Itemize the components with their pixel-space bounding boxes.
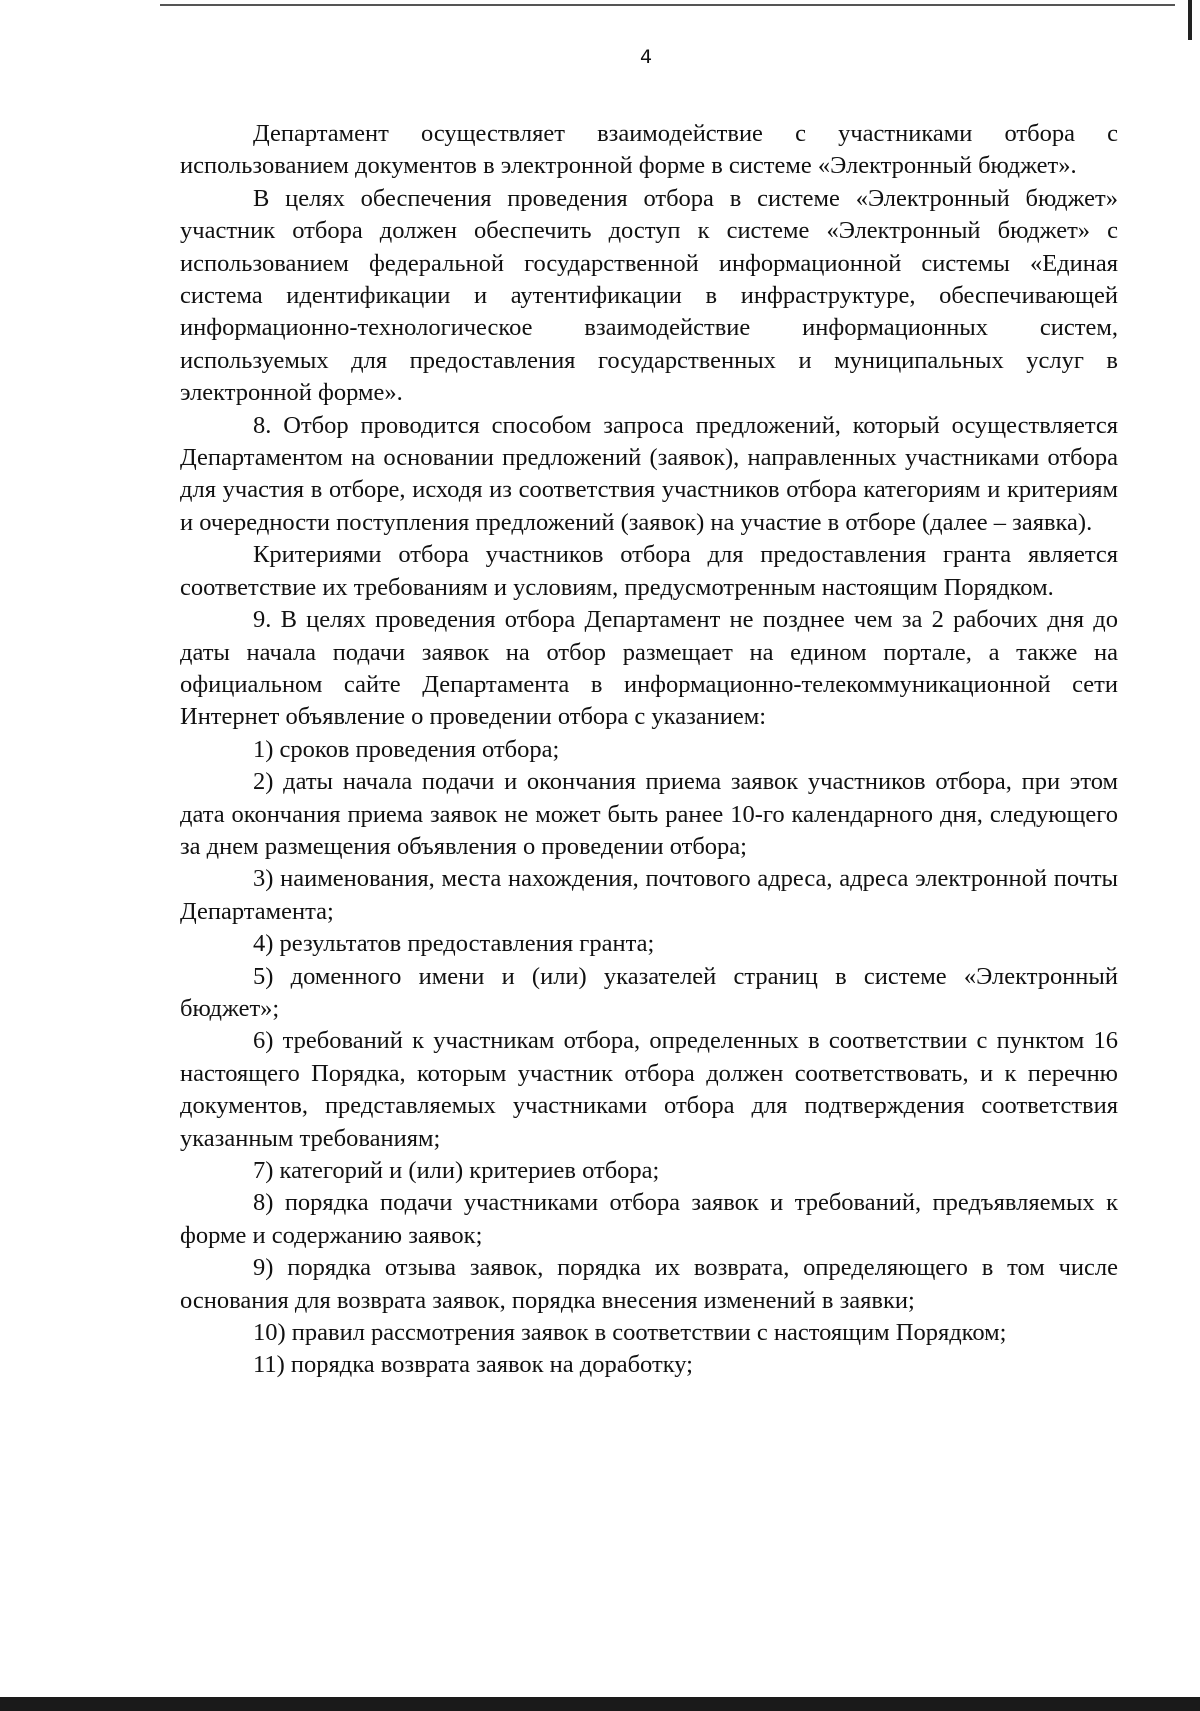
list-item-8-submission: 8) порядка подачи участниками отбора заявок и требований, предъявляемых к форме и содержанию заявок; xyxy=(180,1189,1118,1249)
list-item-7-categories: 7) категорий и (или) критериев отбора; xyxy=(253,1157,660,1184)
list-item-2-dates: 2) даты начала подачи и окончания приема заявок участников отбора, при этом дата окончания приема заявок не может быть ранее 10-го календарного дня, следующего за днем размещения объявления о проведении отбора; xyxy=(180,768,1118,860)
paragraph-system-access: В целях обеспечения проведения отбора в системе «Электронный бюджет» участник отбора должен обеспечить доступ к системе «Электронный бюджет» с использованием федеральной государственной информационной системы «Единая система идентификации и аутентификации в инфраструктуре, обеспечивающей информационно-технологическое взаимодействие информационных систем, используемых для предоставления государственных и муниципальных услуг в электронной форме». xyxy=(180,184,1118,407)
list-item-6-requirements: 6) требований к участникам отбора, определенных в соответствии с пунктом 16 настоящего Порядка, которым участник отбора должен соответствовать, и к перечню документов, представляемых участниками отбора для подтверждения соответствия указанным требованиям; xyxy=(180,1027,1118,1152)
list-item-3-contacts: 3) наименования, места нахождения, почтового адреса, адреса электронной почты Департамента; xyxy=(180,865,1118,925)
scan-bottom-edge xyxy=(0,1697,1200,1711)
list-item-1-deadlines: 1) сроков проведения отбора; xyxy=(253,735,560,763)
paragraph-electronic-interaction: Департамент осуществляет взаимодействие с участниками отбора с использованием документов в электронной форме в системе «Электронный бюджет». xyxy=(180,120,1118,180)
list-item-10-review-rules: 10) правил рассмотрения заявок в соответствии с настоящим Порядком; xyxy=(253,1319,1007,1347)
paragraph-item-8-selection-method: 8. Отбор проводится способом запроса предложений, который осуществляется Департаментом на основании предложений (заявок), направленных участниками отбора для участия в отборе, исходя из соответствия участников отбора категориям и критериям и очередности поступления предложений (заявок) на участие в отборе (далее – заявка). xyxy=(180,411,1118,536)
paragraph-selection-criteria: Критериями отбора участников отбора для предоставления гранта является соответствие их требованиям и условиям, предусмотренным настоящим Порядком. xyxy=(180,541,1118,601)
list-item-4-results: 4) результатов предоставления гранта; xyxy=(253,930,655,958)
scan-top-edge xyxy=(160,4,1175,6)
paragraph-item-9-announcement: 9. В целях проведения отбора Департамент не позднее чем за 2 рабочих дня до даты начала подачи заявок на отбор размещает на едином портале, а также на официальном сайте Департамента в информационно-телекоммуникационной сети Интернет объявление о проведении отбора с указанием: xyxy=(180,606,1118,731)
scan-right-edge xyxy=(1188,0,1192,40)
page-number: 4 xyxy=(639,46,653,68)
list-item-9-withdrawal: 9) порядка отзыва заявок, порядка их возврата, определяющего в том числе основания для возврата заявок, порядка внесения изменений в заявки; xyxy=(180,1254,1118,1314)
list-item-11-return: 11) порядка возврата заявок на доработку; xyxy=(253,1351,693,1379)
list-item-5-domain: 5) доменного имени и (или) указателей страниц в системе «Электронный бюджет»; xyxy=(180,962,1118,1022)
document-body xyxy=(180,118,1118,1382)
